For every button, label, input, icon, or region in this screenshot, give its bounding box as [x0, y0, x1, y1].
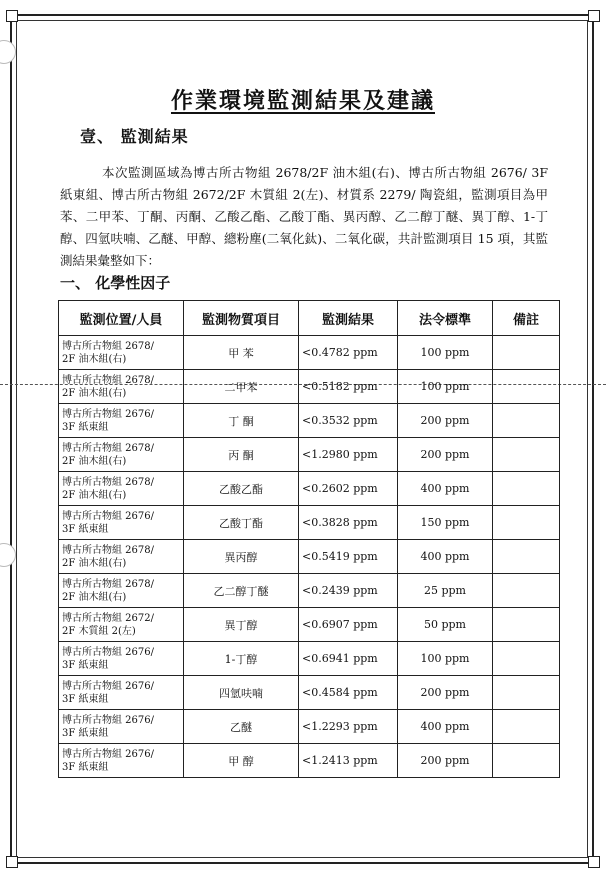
table-row	[59, 404, 560, 438]
table-row	[59, 336, 560, 370]
cell-standard: 400 ppm	[398, 540, 493, 574]
cell-substance: 異丁醇	[184, 608, 299, 642]
corner-mark-bottom-right	[588, 856, 600, 868]
cell-location: 博古所古物組 2676/ 3F 紙東組	[59, 404, 184, 438]
intro-paragraph: 本次監測區域為博古所古物組 2678/2F 油木組(右)、博古所古物組 2676/ 3F 紙東組、博古所古物組 2672/2F 木質組 2(左)、材質系 2279/ 陶瓷組，監測項目為甲苯、二甲苯、丁酮、丙酮、乙酸乙酯、乙酸丁酯、異丙醇、乙二醇丁醚、異丁醇、1-丁醇、四氫呋喃、乙醚、甲醇、總粉塵(二氧化鈦)、二氧化碳，共計監測項目 15 項，其監測結果彙整如下：	[60, 165, 548, 268]
cell-substance: 乙二醇丁醚	[184, 574, 299, 608]
cell-remark	[493, 574, 560, 608]
cell-substance: 二甲苯	[184, 370, 299, 404]
cell-location: 博古所古物組 2678/ 2F 油木組(右)	[59, 472, 184, 506]
cell-location: 博古所古物組 2678/ 2F 油木組(右)	[59, 336, 184, 370]
cell-substance: 丙 酮	[184, 438, 299, 472]
cell-remark	[493, 370, 560, 404]
cell-location: 博古所古物組 2676/ 3F 紙東組	[59, 710, 184, 744]
cell-location: 博古所古物組 2678/ 2F 油木組(右)	[59, 370, 184, 404]
table-row	[59, 506, 560, 540]
cell-remark	[493, 676, 560, 710]
subsection-heading: 一、 化學性因子	[60, 274, 171, 292]
cell-result: <0.4782 ppm	[299, 336, 398, 370]
cell-standard: 200 ppm	[398, 744, 493, 778]
header-remark: 備註	[493, 301, 560, 336]
cell-substance: 1-丁醇	[184, 642, 299, 676]
cell-remark	[493, 540, 560, 574]
cell-location: 博古所古物組 2676/ 3F 紙東組	[59, 506, 184, 540]
header-location: 監測位置/人員	[59, 301, 184, 336]
cell-result: <1.2980 ppm	[299, 438, 398, 472]
table-row	[59, 574, 560, 608]
cell-standard: 100 ppm	[398, 336, 493, 370]
cell-result: <0.3532 ppm	[299, 404, 398, 438]
cell-remark	[493, 472, 560, 506]
cell-substance: 乙醚	[184, 710, 299, 744]
cell-location: 博古所古物組 2678/ 2F 油木組(右)	[59, 438, 184, 472]
header-result: 監測結果	[299, 301, 398, 336]
cell-result: <0.6907 ppm	[299, 608, 398, 642]
cell-standard: 200 ppm	[398, 676, 493, 710]
cell-standard: 100 ppm	[398, 370, 493, 404]
table-row	[59, 642, 560, 676]
corner-mark-top-right	[588, 10, 600, 22]
cell-remark	[493, 642, 560, 676]
cell-standard: 200 ppm	[398, 404, 493, 438]
cell-substance: 丁 酮	[184, 404, 299, 438]
monitoring-results-table	[58, 300, 560, 778]
table-header-row	[59, 301, 560, 336]
cell-remark	[493, 744, 560, 778]
corner-mark-top-left	[6, 10, 18, 22]
document-title: 作業環境監測結果及建議	[170, 88, 435, 114]
cell-substance: 乙酸乙酯	[184, 472, 299, 506]
cell-location: 博古所古物組 2676/ 3F 紙東組	[59, 676, 184, 710]
table-row	[59, 540, 560, 574]
table-row	[59, 744, 560, 778]
cell-result: <0.2439 ppm	[299, 574, 398, 608]
cell-substance: 乙酸丁酯	[184, 506, 299, 540]
cell-result: <0.5182 ppm	[299, 370, 398, 404]
section-heading: 壹、 監測結果	[80, 127, 189, 146]
cell-substance: 四氫呋喃	[184, 676, 299, 710]
cell-location: 博古所古物組 2672/ 2F 木質組 2(左)	[59, 608, 184, 642]
table-row	[59, 370, 560, 404]
cell-standard: 200 ppm	[398, 438, 493, 472]
cell-location: 博古所古物組 2678/ 2F 油木組(右)	[59, 540, 184, 574]
cell-standard: 150 ppm	[398, 506, 493, 540]
table-row	[59, 438, 560, 472]
cell-standard: 100 ppm	[398, 642, 493, 676]
cell-result: <1.2293 ppm	[299, 710, 398, 744]
cell-remark	[493, 608, 560, 642]
table-row	[59, 676, 560, 710]
cell-remark	[493, 710, 560, 744]
cell-remark	[493, 506, 560, 540]
cell-standard: 50 ppm	[398, 608, 493, 642]
cell-remark	[493, 336, 560, 370]
cell-result: <0.3828 ppm	[299, 506, 398, 540]
cell-standard: 25 ppm	[398, 574, 493, 608]
cell-result: <0.5419 ppm	[299, 540, 398, 574]
header-substance: 監測物質項目	[184, 301, 299, 336]
corner-mark-bottom-left	[6, 856, 18, 868]
table-row	[59, 608, 560, 642]
table-row	[59, 472, 560, 506]
cell-location: 博古所古物組 2676/ 3F 紙東組	[59, 642, 184, 676]
cell-substance: 甲 醇	[184, 744, 299, 778]
cell-remark	[493, 404, 560, 438]
cell-result: <1.2413 ppm	[299, 744, 398, 778]
cell-remark	[493, 438, 560, 472]
cell-result: <0.4584 ppm	[299, 676, 398, 710]
cell-result: <0.6941 ppm	[299, 642, 398, 676]
cell-result: <0.2602 ppm	[299, 472, 398, 506]
cell-standard: 400 ppm	[398, 472, 493, 506]
header-standard: 法令標準	[398, 301, 493, 336]
cell-standard: 400 ppm	[398, 710, 493, 744]
cell-substance: 異丙醇	[184, 540, 299, 574]
cell-location: 博古所古物組 2678/ 2F 油木組(右)	[59, 574, 184, 608]
table-row	[59, 710, 560, 744]
cell-location: 博古所古物組 2676/ 3F 紙東組	[59, 744, 184, 778]
cell-substance: 甲 苯	[184, 336, 299, 370]
